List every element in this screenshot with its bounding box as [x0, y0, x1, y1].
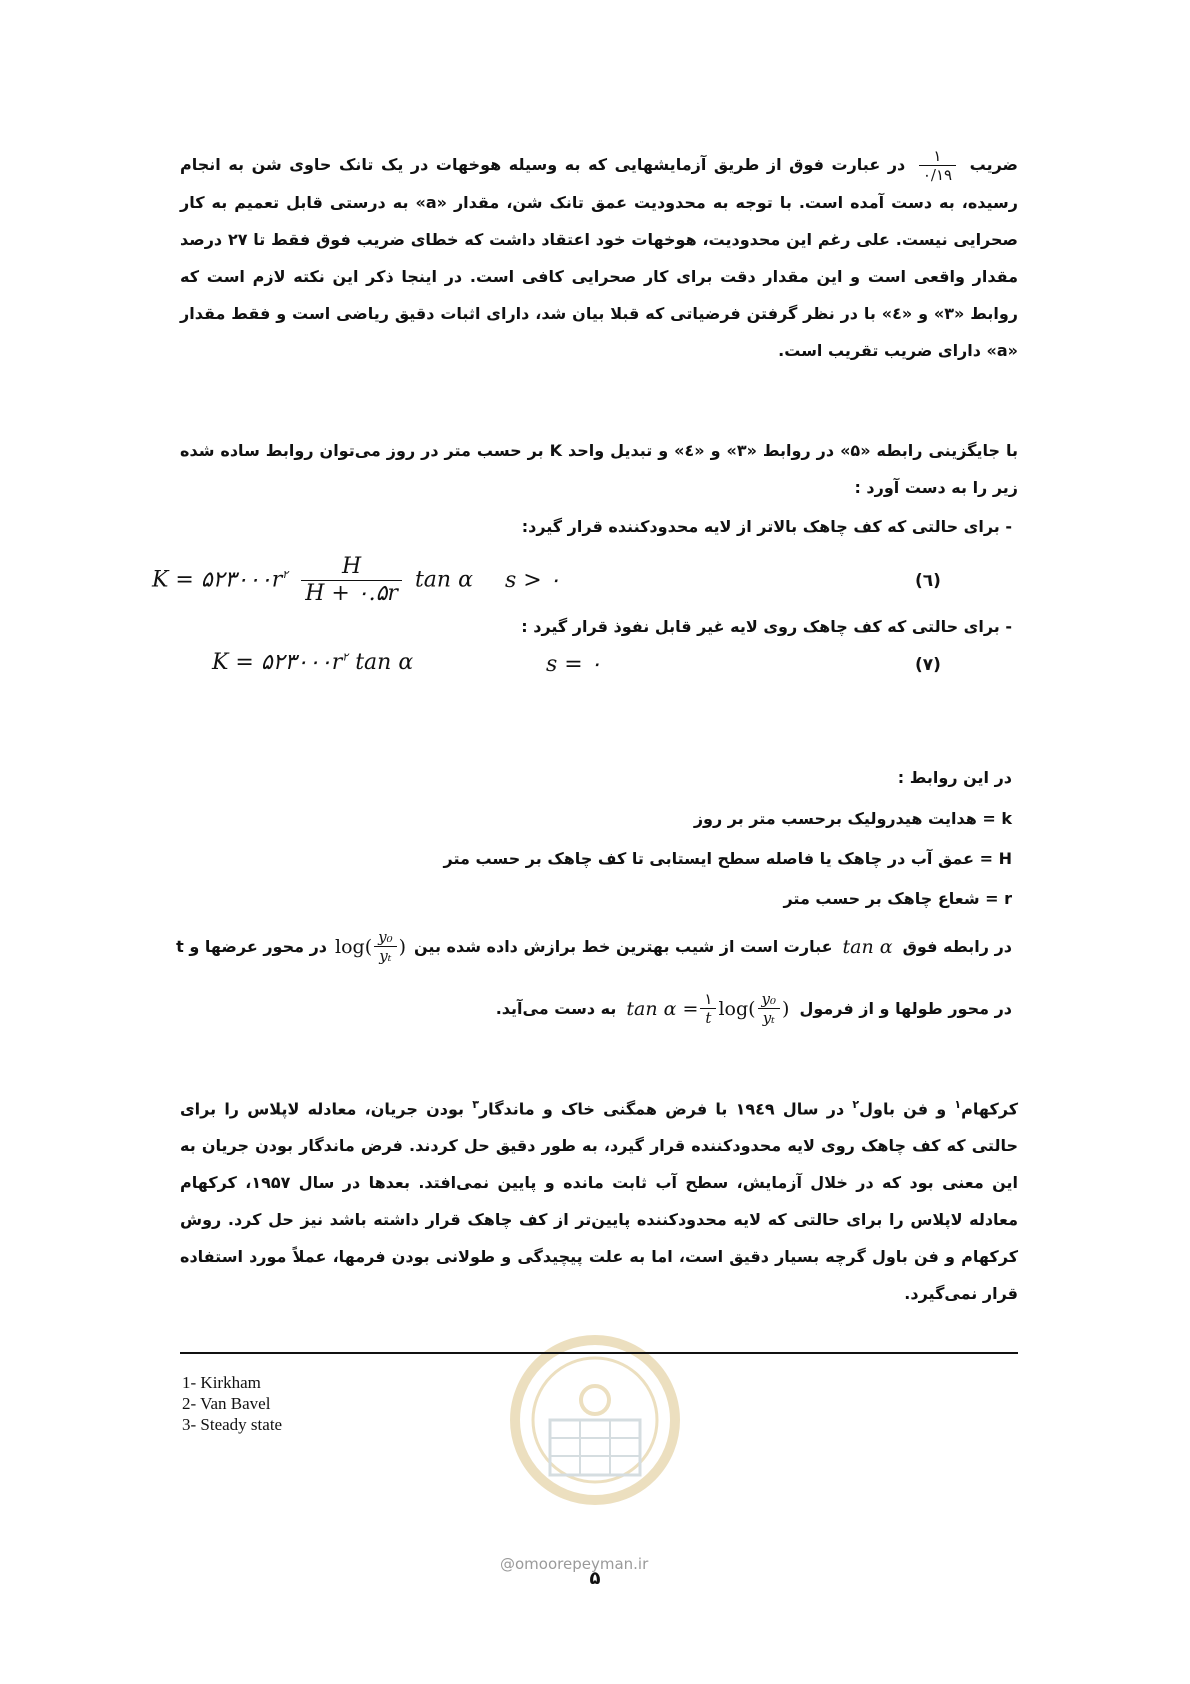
text-coefficient-label: ضریب [969, 155, 1019, 174]
footnote-2: 2- Van Bavel [182, 1394, 271, 1413]
fraction-denominator: ۰/۱۹ [922, 166, 953, 184]
watermark-url: @omoorepeyman.ir [500, 1555, 649, 1573]
slope-text-c: در محور عرضها و t [176, 937, 328, 956]
slope2-den1: t [705, 1009, 712, 1027]
eq6-exponent: ۲ [282, 568, 289, 582]
paragraph-kirkham [180, 1086, 1018, 1312]
p3-text-mid: در سال ۱۹٤۹ با فرض همگنی خاک و ماندگار [478, 1099, 845, 1119]
slope-log-numerator: y₀ [374, 928, 397, 947]
slope2-num1: ۱ [700, 990, 716, 1009]
slope-sentence-1-main [176, 928, 1012, 965]
p3-kirkham: کرکهام [961, 1099, 1018, 1119]
slope2-text-b: به دست می‌آید. [495, 999, 617, 1018]
footnote-ref-2: ۲ [852, 1098, 860, 1111]
definition-r: r = شعاع چاهک بر حسب متر [783, 889, 1012, 908]
eq7-exponent: ۲ [342, 650, 349, 664]
slope2-lhs: tan α = [626, 997, 699, 1020]
p3-text-rest: بودن جریان، معادله لاپلاس را برای حالتی که کف چاهک روی لایه محدودکننده قرار گیرد، به طور دقیق حل کردند. فرض ماندگار بودن جریان به این معنی بود که در خلال آزمایش، سطح آب ثابت مانده و پایین نمی‌افتد. بعدها در سال ۱۹۵۷، کرکهام معادله لاپلاس را برای حالتی که لایه محدودکننده پایین‌تر از کف چاهک قرار داشته باشد نیز حل کرد. روش کرکهام و فن باول گرچه بسیار دقیق است، اما به علت پیچیدگی و طولانی بودن فرمها، عملاً مورد استفاده قرار نمی‌گیرد. [180, 1099, 1019, 1304]
footnote-3: 3- Steady state [182, 1415, 283, 1434]
slope-log: log( [335, 935, 373, 958]
footnote-1: 1- Kirkham [182, 1373, 261, 1392]
slope2-num2: y₀ [758, 990, 781, 1009]
definitions-title: در این روابط : [897, 768, 1012, 787]
bullet-case-above: - برای حالتی که کف چاهک بالاتر از لایه محدودکننده قرار گیرد: [521, 517, 1012, 536]
slope2-den2: yₜ [762, 1009, 775, 1027]
bullet-case-on: - برای حالتی که کف چاهک روی لایه غیر قابل نفوذ قرار گیرد : [521, 617, 1012, 636]
definition-h: H = عمق آب در چاهک یا فاصله سطح ایستابی تا کف چاهک بر حسب متر [443, 849, 1012, 868]
eq6-numerator: H [301, 554, 402, 581]
slope-tan: tan α [842, 935, 893, 958]
eq7-lhs: K = ۵۲۳۰۰۰r [212, 650, 343, 675]
paragraph-intro [180, 146, 1018, 369]
footnote-ref-3: ۳ [472, 1098, 479, 1111]
slope-text-b: عبارت است از شیب بهترین خط برازش داده شده بین [414, 937, 833, 956]
paragraph-substitution: با جایگزینی رابطه «۵» در روابط «۳» و «٤» و تبدیل واحد K بر حسب متر در روز می‌توان روابط ساده شده زیر را به دست آورد : [180, 441, 1019, 497]
eq6-denominator: H + ۰.۵r [305, 581, 398, 606]
eq6-tan: tan α [414, 567, 473, 593]
equation-7 [212, 650, 413, 675]
eq6-condition: s > ۰ [505, 568, 561, 593]
equation-6 [152, 554, 473, 607]
slope-text-a: در رابطه فوق [902, 937, 1012, 956]
slope2-close: ) [782, 997, 790, 1020]
eq6-lhs: K = ۵۲۳۰۰۰r [152, 567, 283, 593]
eq7-tan: tan α [355, 650, 414, 675]
slope-log-denominator: yₜ [379, 947, 392, 965]
slope-log-close: ) [398, 935, 407, 958]
paragraph-intro-text: در عبارت فوق از طریق آزمایشهایی که به وسیله هوخهات در یک تانک حاوی شن به انجام رسیده، به دست آمده است. با توجه به محدودیت عمق تانک شن، مقدار «a» به درستی قابل تعمیم به کار صحرایی نیست. علی رغم این محدودیت، هوخهات خود اعتقاد داشت که خطای ضریب فوق فقط تا ۲۷ درصد مقدار واقعی است و این مقدار دقت برای کار صحرایی کافی است. در اینجا ذکر این نکته لازم است که روابط «۳» و «٤» با در نظر گرفتن فرضیاتی که قبلا بیان شد، دارای اثبات دقیق ریاضی است و فقط مقدار «a» دارای ضریب تقریب است. [180, 155, 1019, 360]
eq7-condition: s = ۰ [546, 652, 602, 677]
slope-sentence-1 [172, 928, 1012, 965]
eq6-number: (٦) [915, 571, 941, 591]
definition-k: k = هدایت هیدرولیک برحسب متر بر روز [693, 809, 1012, 828]
eq7-number: (۷) [915, 655, 941, 675]
slope-log-fraction [374, 928, 397, 965]
slope-log-expression [335, 928, 406, 965]
slope2-formula [626, 990, 789, 1027]
page-number: ۵ [589, 1568, 601, 1589]
fraction-numerator: ۱ [919, 147, 956, 166]
slope2-log: log( [718, 997, 756, 1020]
slope2-fraction-2 [758, 990, 781, 1027]
p3-vanbavel: و فن باول [859, 1099, 947, 1119]
footnote-divider [180, 1352, 1018, 1354]
slope-sentence-2 [496, 990, 1012, 1027]
eq6-fraction [301, 554, 402, 607]
slope2-text-a: در محور طولها و از فرمول [799, 999, 1012, 1018]
fraction-coefficient [919, 147, 956, 184]
footnote-ref-1: ۱ [954, 1098, 962, 1111]
slope2-fraction-1 [700, 990, 716, 1027]
